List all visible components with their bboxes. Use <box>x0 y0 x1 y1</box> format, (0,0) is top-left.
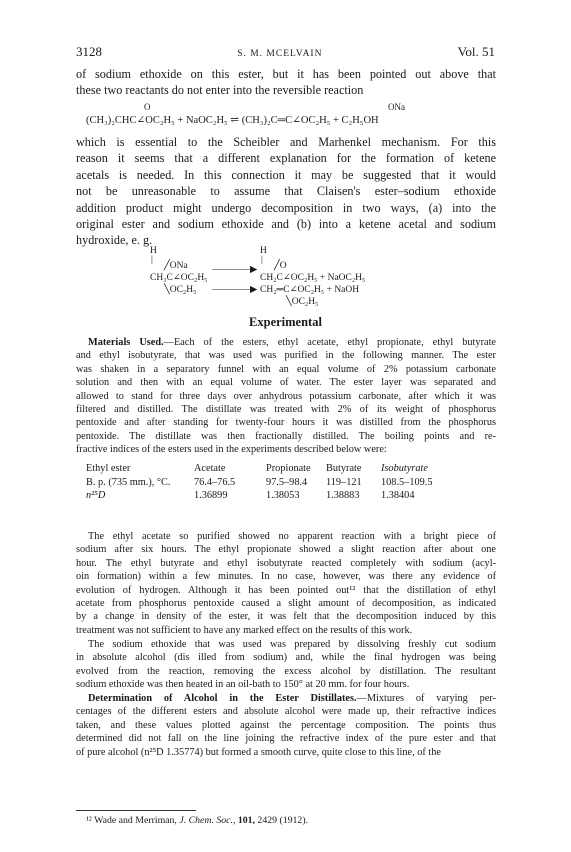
equation-reversible <box>86 102 486 126</box>
arrow-b: ————▶ <box>212 285 258 295</box>
text-line: not be unreasonable to assume that Claisen's ester–sodium ethoxide <box>76 184 496 199</box>
scheme-h-right: H <box>260 246 267 256</box>
footnote-volume: 101, <box>235 815 255 826</box>
table-cell: 97.5–98.4 <box>266 476 308 488</box>
text-line: of sodium ethoxide on this ester, but it has been pointed out above that <box>76 67 496 81</box>
scheme-product-b: CH₂═C∠OC₂H₅ + NaOH <box>260 285 360 295</box>
scheme-ona: ╱ONa <box>164 261 188 271</box>
text-line: solution and then with an equal volume of water. The ester layer was separated and <box>76 377 496 389</box>
text-line: The ethyl acetate so purified showed no apparent reaction with a bright piece of <box>88 531 496 542</box>
equation-sup-ona: ONa <box>388 102 405 112</box>
text-line: hydroxide, e. g. <box>76 233 153 248</box>
table-header-cell: Butyrate <box>326 463 362 475</box>
running-author: S. M. MCELVAIN <box>237 49 323 59</box>
footnote <box>86 815 308 826</box>
text-line: sodium after six hours. The ethyl propionate showed a slight reaction after about one <box>76 544 496 556</box>
section-heading: Experimental <box>249 315 322 329</box>
running-header <box>76 44 495 60</box>
text-line: allowed to stand for three days over anhydrous potassium carbonate, after which it was <box>76 390 496 402</box>
scheme-ethoxy: ╲OC₂H₅ <box>164 285 197 295</box>
materials-paragraph <box>76 336 496 457</box>
text-line: original ester and sodium ethoxide and (b) into a ketene acetal and sodium <box>76 217 496 232</box>
text-line: in absolute alcohol (dis illed from sodium) and, while the final hydrogen was being <box>76 652 496 664</box>
purity-paragraph <box>76 530 496 637</box>
text-line: pentoxide and after standing for twenty-four hours it was distilled from the phosphorus <box>76 417 496 429</box>
scheme-h-left: H <box>150 246 157 256</box>
table-header-cell: Acetate <box>194 463 226 475</box>
table-row <box>86 489 451 502</box>
table-row <box>86 475 451 488</box>
text-line <box>76 692 496 705</box>
footnote-rule <box>76 810 196 811</box>
footnote-journal: J. Chem. Soc., <box>179 815 236 826</box>
text-line: determined did not fall on the line joining the refractive index of the pure ester and that <box>76 733 496 745</box>
text-line <box>76 336 496 349</box>
text-line: by a change in density of the ester, it was felt that the decomposition induced by this <box>76 611 496 623</box>
text-line: which is essential to the Scheibler and Marhenkel mechanism. For this <box>76 135 496 149</box>
equation-body: (CH₃)₂CHC∠OC₂H₅ + NaOC₂H₅ ⇌ (CH₃)₂C═C∠OC₂H₅ + C₂H₅OH <box>86 115 379 126</box>
page-number: 3128 <box>76 44 102 59</box>
materials-line-first: —Each of the esters, ethyl acetate, ethyl propionate, ethyl butyrate <box>163 337 496 348</box>
table-cell: B. p. (735 mm.), °C. <box>86 476 171 488</box>
scheme-adduct: CH₃C∠OC₂H₅ <box>150 273 208 283</box>
text-line: taken, and these values plotted against the percentage composition. The points thus <box>76 719 496 731</box>
table-cell: 108.5–109.5 <box>381 476 433 488</box>
determination-line-first: —Mixtures of varying per- <box>356 693 496 704</box>
table-header-cell: Ethyl ester <box>86 463 131 475</box>
footnote-authors: Wade and Merriman, <box>94 815 180 826</box>
scheme-product-a: CH₂C∠OC₂H₅ + NaOC₂H₅ <box>260 273 366 283</box>
intro-paragraph <box>76 66 496 99</box>
table-cell: 119–121 <box>326 476 362 488</box>
scheme-bond-left: | <box>151 255 153 265</box>
text-line: pentoxide. The distillate was then fractionally distilled. The boiling points and re- <box>76 430 496 442</box>
ethoxide-paragraph <box>76 638 496 692</box>
text-line: evolution of hydrogen. Although it has been pointed out¹² that the distillation of ethyl <box>76 584 496 596</box>
text-line: and ethyl isobutyrate, that was used was purified in the following manner. The ester <box>76 350 496 362</box>
text-line: of pure alcohol (n²⁵D 1.35774) but formed a smooth curve, quite close to this line, of the <box>76 746 441 758</box>
text-line: acetals is needed. In this connection it may be suggested that it would <box>76 167 496 182</box>
text-line: hour. The ethyl butyrate and ethyl isobutyrate reacted completely with sodium (acyl- <box>76 557 496 569</box>
decomposition-scheme <box>150 246 450 306</box>
footnote-mark: ¹² <box>86 815 92 826</box>
table-cell: 1.36899 <box>194 489 228 501</box>
arrow-a: ————▶ <box>212 265 258 275</box>
equation-sup-o: O <box>144 102 151 112</box>
table-cell: n²⁵D <box>86 489 106 501</box>
text-line: oin formation) within a few minutes. In no case, however, was there any evidence of <box>76 571 496 583</box>
volume-label: Vol. 51 <box>457 44 495 59</box>
text-line: sodium ethoxide was then heated in an oil-bath to 150° at 20 mm. for four hours. <box>76 679 410 691</box>
scheme-o-right: ╱O <box>274 261 287 271</box>
text-line: was shaken in a separatory funnel with an equal volume of 2% potassium carbonate <box>76 363 496 375</box>
text-line: these two reactants do not enter into the reversible reaction <box>76 83 364 98</box>
text-line: The sodium ethoxide that was used was prepared by dissolving freshly cut sodium <box>88 639 496 650</box>
table-header-cell: Propionate <box>266 463 311 475</box>
table-cell: 1.38883 <box>326 489 360 501</box>
table-header-cell: Isobutyrate <box>381 463 428 475</box>
table-cell: 1.38053 <box>266 489 300 501</box>
determination-paragraph <box>76 692 496 759</box>
text-line: fractive indices of the esters used in the experiments described below were: <box>76 444 387 456</box>
table-cell: 76.4–76.5 <box>194 476 236 488</box>
scheme-bond-right: | <box>261 255 263 265</box>
table-header-row <box>86 462 451 475</box>
text-line: evolved from the reaction, removing the excess alcohol by distillation. The resultant <box>76 665 496 677</box>
text-line: filtered and distilled. The distillate was treated with 2% of its weight of phosphorus <box>76 404 496 416</box>
mechanism-paragraph <box>76 134 496 249</box>
ester-properties-table <box>86 462 451 502</box>
text-line: reason it seems that a different explanation for the formation of ketene <box>76 151 496 166</box>
text-line: acetate from phosphorus pentoxide caused a slight amount of decomposition, as indicated <box>76 598 496 610</box>
table-cell: 1.38404 <box>381 489 415 501</box>
text-line: addition product might undergo decomposition in two ways, (a) into the <box>76 200 496 215</box>
materials-heading: Materials Used. <box>88 337 164 348</box>
determination-heading: Determination of Alcohol in the Ester Distillates. <box>88 693 357 704</box>
text-line: treatment was not sufficient to have any marked effect on the results of this work. <box>76 624 413 636</box>
footnote-pages: 2429 (1912). <box>254 815 309 826</box>
scheme-product-b-ethoxy: ╲OC₂H₅ <box>286 297 319 307</box>
text-line: centages of the different esters and absolute alcohol were made up, their refractive indices <box>76 706 496 718</box>
